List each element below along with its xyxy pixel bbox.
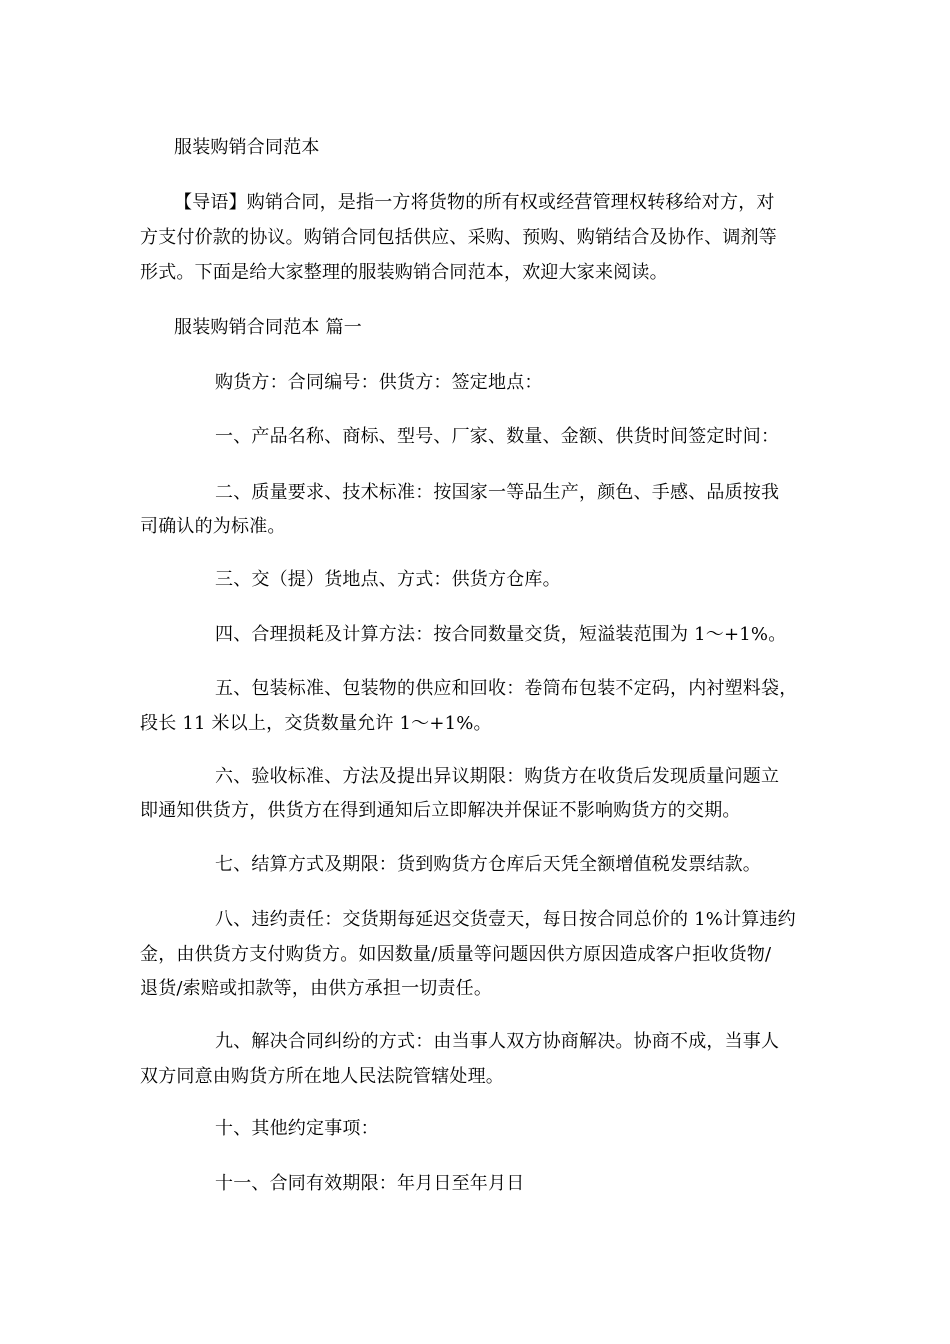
intro-line-3: 形式。下面是给大家整理的服装购销合同范本，欢迎大家来阅读。 <box>140 262 668 283</box>
clause-2-line-1: 二、质量要求、技术标准：按国家一等品生产，颜色、手感、品质按我 <box>215 482 780 503</box>
clause-3-line-1: 三、交（提）货地点、方式：供货方仓库。 <box>215 569 561 590</box>
clause-11-line-1: 十一、合同有效期限：年月日至年月日 <box>215 1173 525 1194</box>
section-title: 服装购销合同范本 篇一 <box>174 317 362 338</box>
clause-8-line-3: 退货/索赔或扣款等，由供方承担一切责任。 <box>140 978 493 999</box>
document-title: 服装购销合同范本 <box>174 137 320 158</box>
clause-5-line-1: 五、包装标准、包装物的供应和回收：卷筒布包装不定码，内衬塑料袋， <box>215 678 798 699</box>
clause-9-line-2: 双方同意由购货方所在地人民法院管辖处理。 <box>140 1066 504 1087</box>
clause-5-line-2: 段长 11 米以上，交货数量允许 1～+1%。 <box>140 713 492 734</box>
clause-1-line-1: 一、产品名称、商标、型号、厂家、数量、金额、供货时间签定时间： <box>215 426 780 447</box>
intro-line-2: 方支付价款的协议。购销合同包括供应、采购、预购、购销结合及协作、调剂等 <box>140 227 777 248</box>
clause-4-line-1: 四、合理损耗及计算方法：按合同数量交货，短溢装范围为 1～+1%。 <box>215 624 787 645</box>
clause-6-line-1: 六、验收标准、方法及提出异议期限：购货方在收货后发现质量问题立 <box>215 766 780 787</box>
intro-line-1: 【导语】购销合同，是指一方将货物的所有权或经营管理权转移给对方，对 <box>174 192 775 213</box>
clause-8-line-1: 八、违约责任：交货期每延迟交货壹天，每日按合同总价的 1%计算违约 <box>215 909 796 930</box>
clause-10-line-1: 十、其他约定事项： <box>215 1118 379 1139</box>
clause-6-line-2: 即通知供货方，供货方在得到通知后立即解决并保证不影响购货方的交期。 <box>140 800 741 821</box>
clause-2-line-2: 司确认的为标准。 <box>140 516 286 537</box>
clause-7-line-1: 七、结算方式及期限：货到购货方仓库后天凭全额增值税发票结款。 <box>215 854 761 875</box>
clause-8-line-2: 金，由供货方支付购货方。如因数量/质量等问题因供方原因造成客户拒收货物/ <box>140 944 772 965</box>
clause-9-line-1: 九、解决合同纠纷的方式：由当事人双方协商解决。协商不成，当事人 <box>215 1031 780 1052</box>
parties-line: 购货方：合同编号：供货方：签定地点： <box>215 372 543 393</box>
